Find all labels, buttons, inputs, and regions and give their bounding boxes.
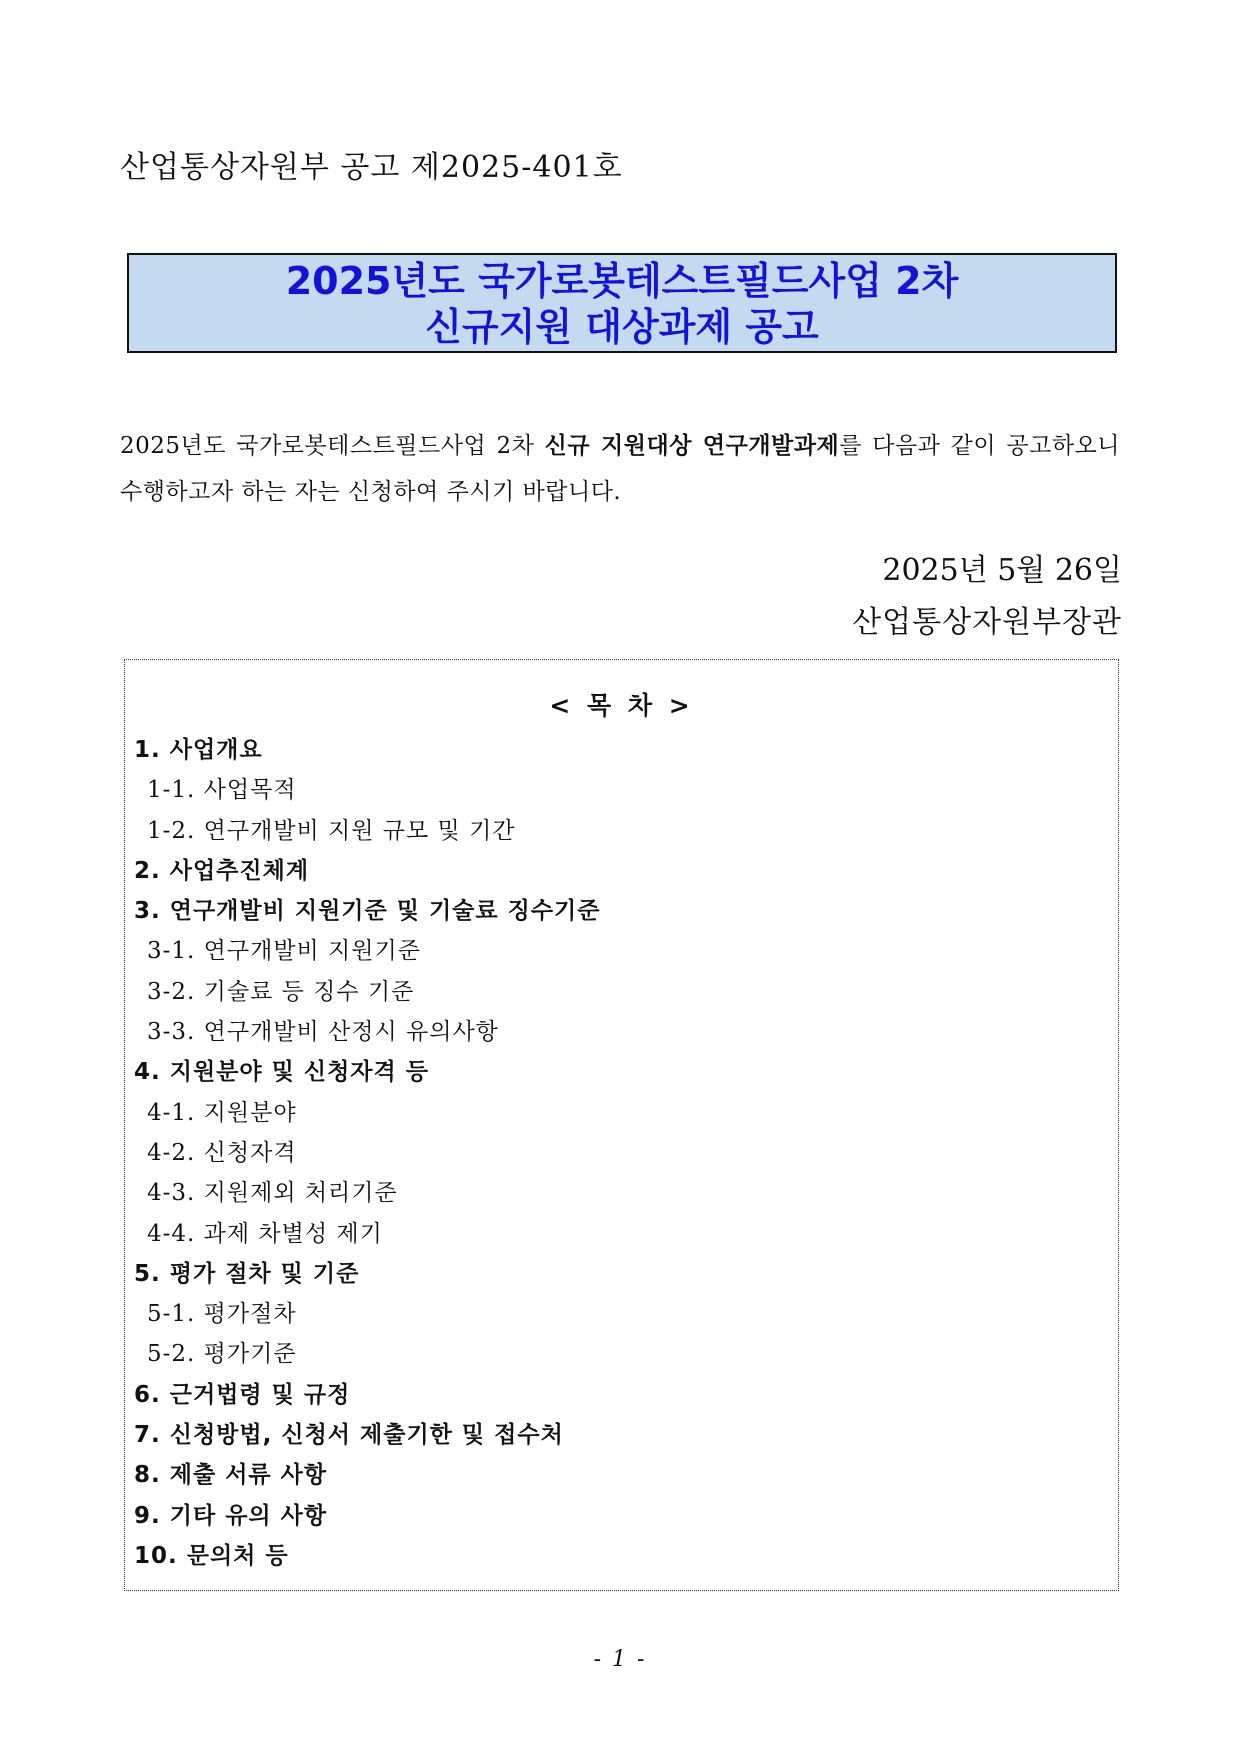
toc-subsection: 4-4. 과제 차별성 제기 [147, 1220, 383, 1247]
toc-section: 5. 평가 절차 및 기준 [134, 1260, 360, 1287]
toc-subsection: 3-2. 기술료 등 징수 기준 [147, 978, 415, 1005]
toc-subsection: 3-1. 연구개발비 지원기준 [147, 938, 421, 965]
title-line-2: 신규지원 대상과제 공고 [425, 305, 819, 349]
table-of-contents [124, 659, 1119, 1591]
toc-subsection: 5-1. 평가절차 [147, 1301, 297, 1328]
issuer: 산업통상자원부장관 [852, 605, 1122, 640]
toc-list [134, 730, 600, 1576]
toc-subsection: 5-2. 평가기준 [147, 1341, 297, 1368]
page-number: - 1 - [593, 1647, 647, 1672]
intro-text-1: 2025년도 국가로봇테스트필드사업 2차 [120, 433, 545, 459]
toc-section: 6. 근거법령 및 규정 [134, 1381, 351, 1408]
notice-number: 산업통상자원부 공고 제2025-401호 [120, 150, 623, 185]
toc-subsection: 4-1. 지원분야 [147, 1099, 297, 1126]
title-box [127, 253, 1117, 353]
toc-subsection: 1-2. 연구개발비 지원 규모 및 기간 [147, 817, 516, 844]
toc-heading: < 목 차 > [549, 691, 694, 720]
toc-section: 9. 기타 유의 사항 [134, 1502, 328, 1529]
toc-section: 10. 문의처 등 [134, 1542, 289, 1569]
toc-section: 1. 사업개요 [134, 737, 263, 763]
toc-section: 2. 사업추진체계 [134, 857, 310, 884]
intro-bold-text: 신규 지원대상 연구개발과제 [544, 433, 840, 459]
intro-paragraph [120, 423, 1120, 515]
toc-subsection: 4-2. 신청자격 [147, 1139, 297, 1166]
toc-section: 7. 신청방법, 신청서 제출기한 및 접수처 [134, 1422, 564, 1449]
toc-section: 3. 연구개발비 지원기준 및 기술료 징수기준 [134, 898, 601, 925]
toc-subsection: 4-3. 지원제외 처리기준 [147, 1180, 398, 1207]
toc-section: 8. 제출 서류 사항 [134, 1462, 328, 1489]
notice-date: 2025년 5월 26일 [882, 553, 1122, 588]
intro-text-2: 를 다음과 같이 공고하오니 수행하고자 하는 자는 신청하여 주시기 바랍니다. [120, 433, 1120, 505]
toc-subsection: 3-3. 연구개발비 산정시 유의사항 [147, 1019, 499, 1046]
toc-subsection: 1-1. 사업목적 [147, 777, 297, 804]
toc-section: 4. 지원분야 및 신청자격 등 [134, 1059, 429, 1086]
title-line-1: 2025년도 국가로봇테스트필드사업 2차 [285, 259, 959, 303]
